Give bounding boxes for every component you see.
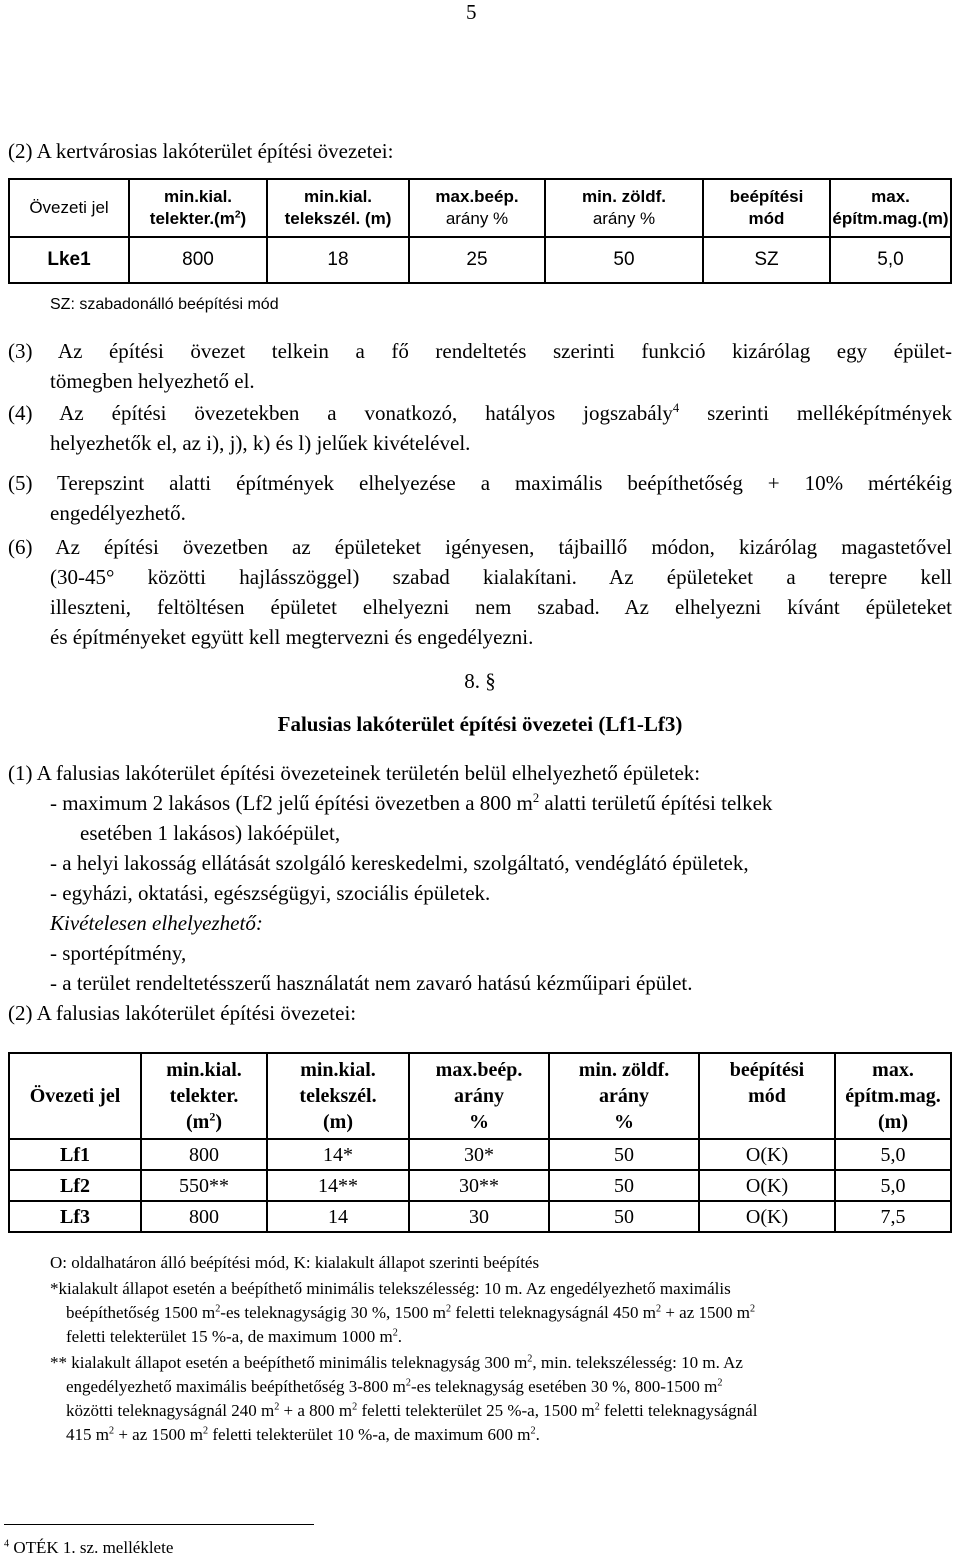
section7-para2: (2) A kertvárosias lakóterület építési övezetei: [8, 139, 394, 163]
text-line: (30-45° közötti hajlásszöggel) szabad kialakítani. Az épületeket a terepre kell [50, 565, 952, 589]
table-cell: 30 [409, 1201, 549, 1232]
list-item: - a terület rendeltetésszerű használatát nem zavaró hatású kézműipari épület. [50, 971, 693, 995]
table-cell: 14* [267, 1139, 409, 1170]
table-cell: 14** [267, 1170, 409, 1201]
text-line: és építményeket együtt kell megtervezni és engedélyezni. [50, 625, 534, 649]
table-cell: 30* [409, 1139, 549, 1170]
table-cell: Lf3 [9, 1201, 141, 1232]
footnote-separator [4, 1524, 314, 1525]
section7-para5 [8, 468, 952, 528]
text-line: (1) A falusias lakóterület építési övezeteinek területén belül elhelyezhető épületek: [8, 761, 701, 785]
note-line: O: oldalhatáron álló beépítési mód, K: kialakult állapot szerinti beépítés [50, 1253, 540, 1272]
table-note: SZ: szabadonálló beépítési mód [50, 296, 279, 313]
header-cell: max. építm.mag. (m) [835, 1053, 951, 1139]
table-cell: 18 [267, 237, 409, 283]
table-cell: 5,0 [830, 237, 951, 283]
table-cell: 25 [409, 237, 545, 283]
table-kertvarosias [8, 178, 952, 284]
page-number: 5 [466, 0, 477, 24]
table-cell: 30** [409, 1170, 549, 1201]
section-title: Falusias lakóterület építési övezetei (Lf1-Lf3) [277, 712, 683, 736]
section-number: 8. § [464, 669, 496, 693]
header-cell: min.kial. telekszél. (m) [267, 1053, 409, 1139]
subheading: Kivételesen elhelyezhető: [50, 911, 263, 935]
list-item: - a helyi lakosság ellátását szolgáló kereskedelmi, szolgáltató, vendéglátó épületek, [50, 851, 749, 875]
header-cell: max. építm.mag.(m) [830, 179, 951, 237]
table-cell: 5,0 [835, 1139, 951, 1170]
table-cell: Lf1 [9, 1139, 141, 1170]
text-line: (3) Az építési övezet telkein a fő rendeltetés szerinti funkció kizárólag egy épület- [8, 339, 952, 363]
table-header-row [9, 1053, 951, 1139]
note-line: 415 $m^2$ + az 1500 $m^2$ feletti telekterület 10 %-a, de maximum 600 $m^2$. [66, 1425, 540, 1444]
note-line: engedélyezhető maximális beépíthetőség 3-800 $m^2-es$ teleknagyság esetében 30 %, 800-1500 $m^2$ [66, 1377, 723, 1396]
text-line: illeszteni, feltöltésen épületet elhelyezni nem szabad. Az elhelyezni kívánt épületeket [50, 595, 952, 619]
table-cell: 550** [141, 1170, 267, 1201]
list-item: - egyházi, oktatási, egészségügyi, szociális épületek. [50, 881, 491, 905]
section7-para3 [8, 336, 952, 396]
table-falusias [8, 1052, 952, 1233]
table-header-row [9, 179, 951, 237]
table-cell: 50 [549, 1201, 699, 1232]
list-item-continuation: esetében 1 lakásos) lakóépület, [80, 821, 341, 845]
header-cell: Övezeti jel [9, 1053, 141, 1139]
text-line: tömegben helyezhető el. [50, 369, 255, 393]
header-cell: min. zöldf. arány % [549, 1053, 699, 1139]
list-item: - sportépítmény, [50, 941, 187, 965]
table-cell: 800 [141, 1201, 267, 1232]
table-cell: 5,0 [835, 1170, 951, 1201]
table-cell: 50 [549, 1170, 699, 1201]
table-cell: O(K) [699, 1139, 835, 1170]
header-cell: max.beép. arány % [409, 179, 545, 237]
table-cell: Lf2 [9, 1170, 141, 1201]
header-cell: beépítési mód [703, 179, 830, 237]
footnote: $^4$ OTÉK 1. sz. melléklete [4, 1538, 174, 1557]
header-cell: min.kial. telekszél. (m) [267, 179, 409, 237]
list-item: - maximum 2 lakásos (Lf2 jelű építési övezetben a 800 $m^2$ alatti területű építési telkek [50, 791, 773, 815]
table-cell: 50 [545, 237, 703, 283]
table-cell: SZ [703, 237, 830, 283]
table-cell: 800 [129, 237, 267, 283]
table-cell: O(K) [699, 1201, 835, 1232]
text-line: (6) Az építési övezetben az épületeket igényesen, tájbaillő módon, kizárólag magastetővel [8, 535, 952, 559]
section8-para1 [8, 758, 952, 1028]
table-cell: 50 [549, 1139, 699, 1170]
header-cell: max.beép. arány % [409, 1053, 549, 1139]
note-line: *kialakult állapot esetén a beépíthető minimális telekszélesség: 10 m. Az engedélyezhető maximális [50, 1279, 731, 1298]
table-cell: 800 [141, 1139, 267, 1170]
note-line: közötti teleknagyságnál 240 $m^2 + a$ 800 $m^2$ feletti telekterület 25 %-a, 1500 $m^2$ feletti teleknagyságnál [66, 1401, 758, 1420]
text-line: engedélyezhető. [50, 501, 186, 525]
text-line: (5) Terepszint alatti építmények elhelyezése a maximális beépíthetőség + 10% mértékéig [8, 471, 952, 495]
note-line: beépíthetőség 1500 $m^2-es$ teleknagyságig 30 %, 1500 $m^2$ feletti teleknagyságnál 450 $m^2$ + az 1500 $m^2$ [66, 1303, 756, 1322]
note-line: feletti telekterület 15 %-a, de maximum 1000 $m^2$. [66, 1327, 403, 1346]
header-cell: min.kial. telekter. $(m^2)$ [141, 1053, 267, 1139]
table-cell: 14 [267, 1201, 409, 1232]
header-cell: min.kial. $telekter.(m^2)$ [129, 179, 267, 237]
header-cell: min. zöldf. arány % [545, 179, 703, 237]
table-row [9, 1139, 951, 1170]
table-cell: 7,5 [835, 1201, 951, 1232]
table-row [9, 1201, 951, 1232]
section7-para6 [8, 532, 952, 652]
header-cell: beépítési mód [699, 1053, 835, 1139]
table-notes [50, 1251, 930, 1447]
note-line: ** kialakult állapot esetén a beépíthető minimális teleknagyság 300 $m^2$, min. telekszélesség: 10 m. Az [50, 1353, 743, 1372]
section7-para4 [8, 398, 952, 458]
text-line: (4) Az építési övezetekben a vonatkozó, hatályos jogszabály$^4$ szerinti melléképítmények [8, 401, 953, 425]
table-row [9, 1170, 951, 1201]
header-cell: Övezeti jel [9, 179, 129, 237]
table-row [9, 237, 951, 283]
table-cell: O(K) [699, 1170, 835, 1201]
text-line: helyezhetők el, az i), j), k) és l) jelűek kivételével. [50, 431, 471, 455]
table-cell: Lke1 [9, 237, 129, 283]
text-line: (2) A falusias lakóterület építési övezetei: [8, 1001, 357, 1025]
